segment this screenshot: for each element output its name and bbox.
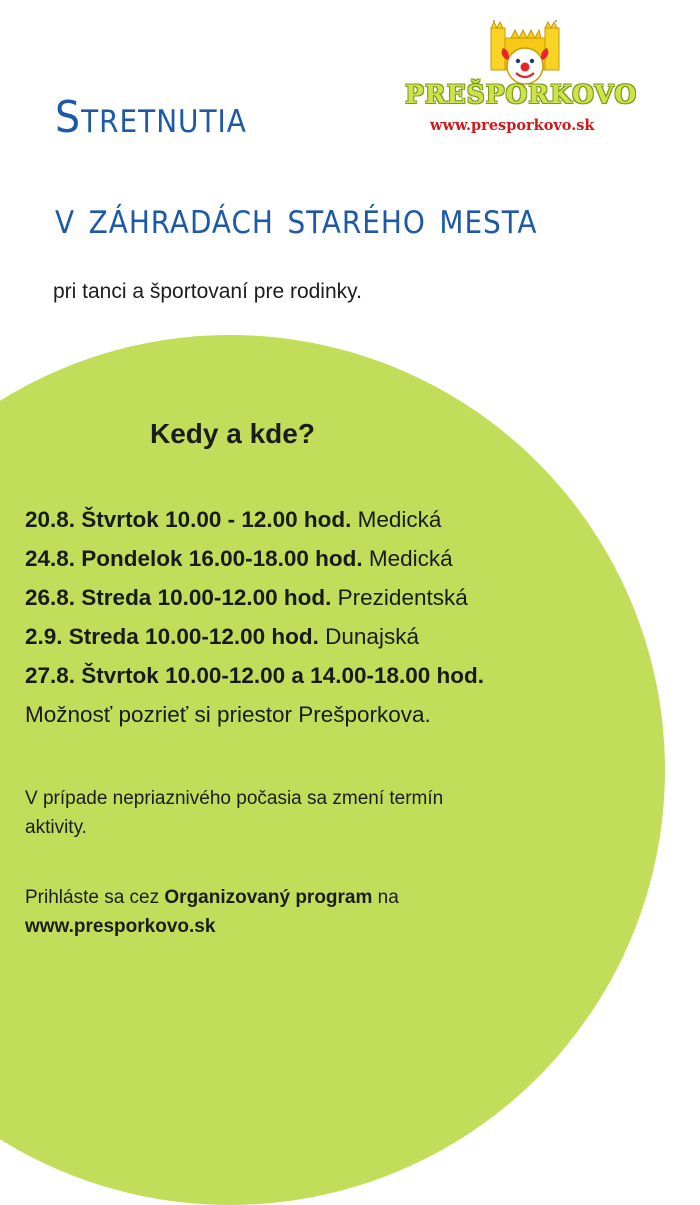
schedule-date-time: 2.9. Streda 10.00-12.00 hod. xyxy=(25,624,319,649)
logo-website-link[interactable]: www.presporkovo.sk xyxy=(430,117,595,134)
schedule-place: Medická xyxy=(351,507,442,532)
schedule-item xyxy=(25,578,484,617)
schedule-place: Prezidentská xyxy=(331,585,468,610)
title-line-1: Stretnutia xyxy=(55,92,247,143)
schedule-date-time: 27.8. Štvrtok 10.00-12.00 a 14.00-18.00 hod. xyxy=(25,663,485,688)
schedule-item xyxy=(25,656,484,695)
schedule-list xyxy=(25,500,484,734)
signup-note xyxy=(25,883,399,941)
schedule-date-time: 24.8. Pondelok 16.00-18.00 hod. xyxy=(25,546,363,571)
signup-line xyxy=(25,883,399,912)
green-circle-background xyxy=(0,335,665,1205)
organized-program-link[interactable]: Organizovaný program xyxy=(164,887,373,908)
presporkovo-logo[interactable] xyxy=(405,20,655,140)
schedule-place: Možnosť pozrieť si priestor Prešporkova. xyxy=(25,702,431,727)
weather-note-line-2: aktivity. xyxy=(25,817,87,838)
signup-url-link[interactable]: www.presporkovo.sk xyxy=(25,916,216,937)
schedule-item xyxy=(25,500,484,539)
weather-note-line-1: V prípade nepriaznivého počasia sa zmení termín xyxy=(25,788,444,809)
when-where-heading: Kedy a kde? xyxy=(150,418,315,449)
weather-note xyxy=(25,784,443,842)
signup-prefix: Prihláste sa cez xyxy=(25,887,165,908)
schedule-item xyxy=(25,539,484,578)
schedule-item xyxy=(25,617,484,656)
schedule-place: Medická xyxy=(362,546,453,571)
schedule-date-time: 26.8. Streda 10.00-12.00 hod. xyxy=(25,585,332,610)
logo-wordmark: PREŠPORKOVO xyxy=(405,80,638,109)
signup-suffix: na xyxy=(372,887,399,908)
schedule-date-time: 20.8. Štvrtok 10.00 - 12.00 hod. xyxy=(25,507,352,532)
subtitle: pri tanci a športovaní pre rodinky. xyxy=(53,280,362,303)
schedule-item xyxy=(25,695,484,734)
title-line-2: v záhradách starého mesta xyxy=(55,193,538,244)
schedule-place: Dunajská xyxy=(318,624,419,649)
